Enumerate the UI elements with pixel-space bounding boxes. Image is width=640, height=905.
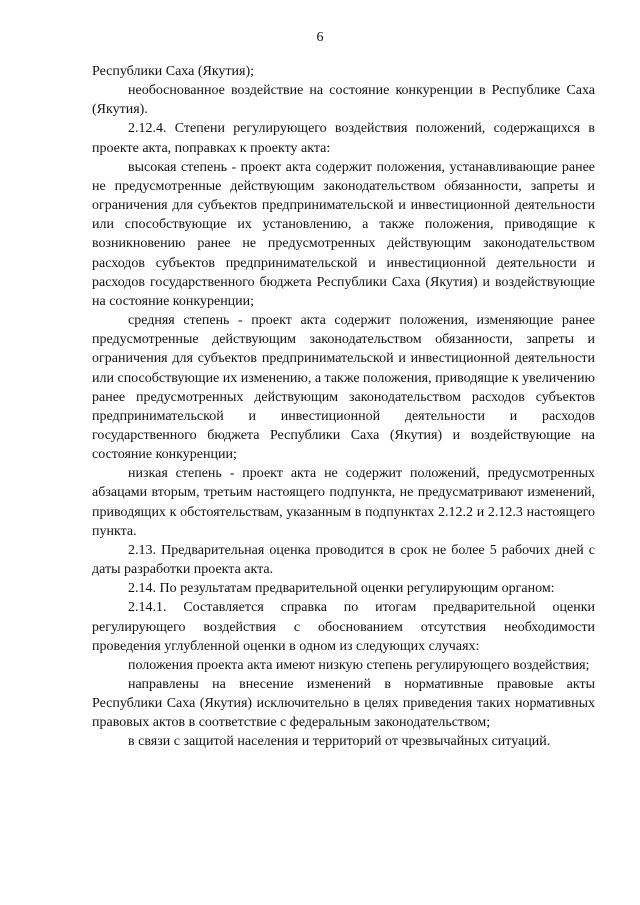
document-body bbox=[92, 62, 595, 752]
paragraph: направлены на внесение изменений в нормативные правовые акты Республики Саха (Якутия) исключительно в целях приведения таких нормативных правовых актов в соответствие с федеральным законодательством; bbox=[92, 677, 595, 731]
paragraph: 2.14. По результатам предварительной оценки регулирующим органом: bbox=[128, 581, 555, 597]
paragraph: Республики Саха (Якутия); bbox=[92, 64, 255, 79]
paragraph: 2.13. Предварительная оценка проводится в срок не более 5 рабочих дней с даты разработки проекта акта. bbox=[92, 542, 595, 578]
paragraph: низкая степень - проект акта не содержит положений, предусмотренных абзацами вторым, третьим настоящего подпункта, не предусматривают изменений, приводящих к обстоятельствам, указанным в подпунктах 2.12.2 и 2.12.3 настоящего пункта. bbox=[92, 466, 595, 539]
paragraph: необоснованное воздействие на состояние конкуренции в Республике Саха (Якутия). bbox=[92, 83, 595, 118]
paragraph: в связи с защитой населения и территорий от чрезвычайных ситуаций. bbox=[128, 734, 551, 750]
paragraph: средняя степень - проект акта содержит положения, изменяющие ранее предусмотренные действующим законодательством обязанности, запреты и ограничения для субъектов предпринимательской и инвестиционной деятельности или способствующие их изменению, а также положения, приводящие к увеличению ранее предусмотренных действующим законодательством расходов субъектов предпринимательской и инвестиционной деятельности и расходов государственного бюджета Республики Саха (Якутия) и воздействующие на состояние конкуренции; bbox=[92, 313, 595, 463]
paragraph: 2.14.1. Составляется справка по итогам предварительной оценки регулирующего воздействия с обоснованием отсутствия необходимости проведения углубленной оценки в одном из следующих случаях: bbox=[92, 600, 595, 654]
page-number: 6 bbox=[316, 30, 324, 45]
paragraph: 2.12.4. Степени регулирующего воздействия положений, содержащихся в проекте акта, поправках к проекту акта: bbox=[92, 121, 595, 156]
paragraph: высокая степень - проект акта содержит положения, устанавливающие ранее не предусмотренные действующим законодательством обязанности, запреты и ограничения для субъектов предпринимательской и инвестиционной деятельности или способствующие их установлению, а также положения, приводящие к возникновению ранее не предусмотренных действующим законодательством расходов субъектов предпринимательской и инвестиционной деятельности и расходов государственного бюджета Республики Саха (Якутия) и воздействующие на состояние конкуренции; bbox=[92, 159, 595, 309]
paragraph: положения проекта акта имеют низкую степень регулирующего воздействия; bbox=[128, 657, 590, 673]
